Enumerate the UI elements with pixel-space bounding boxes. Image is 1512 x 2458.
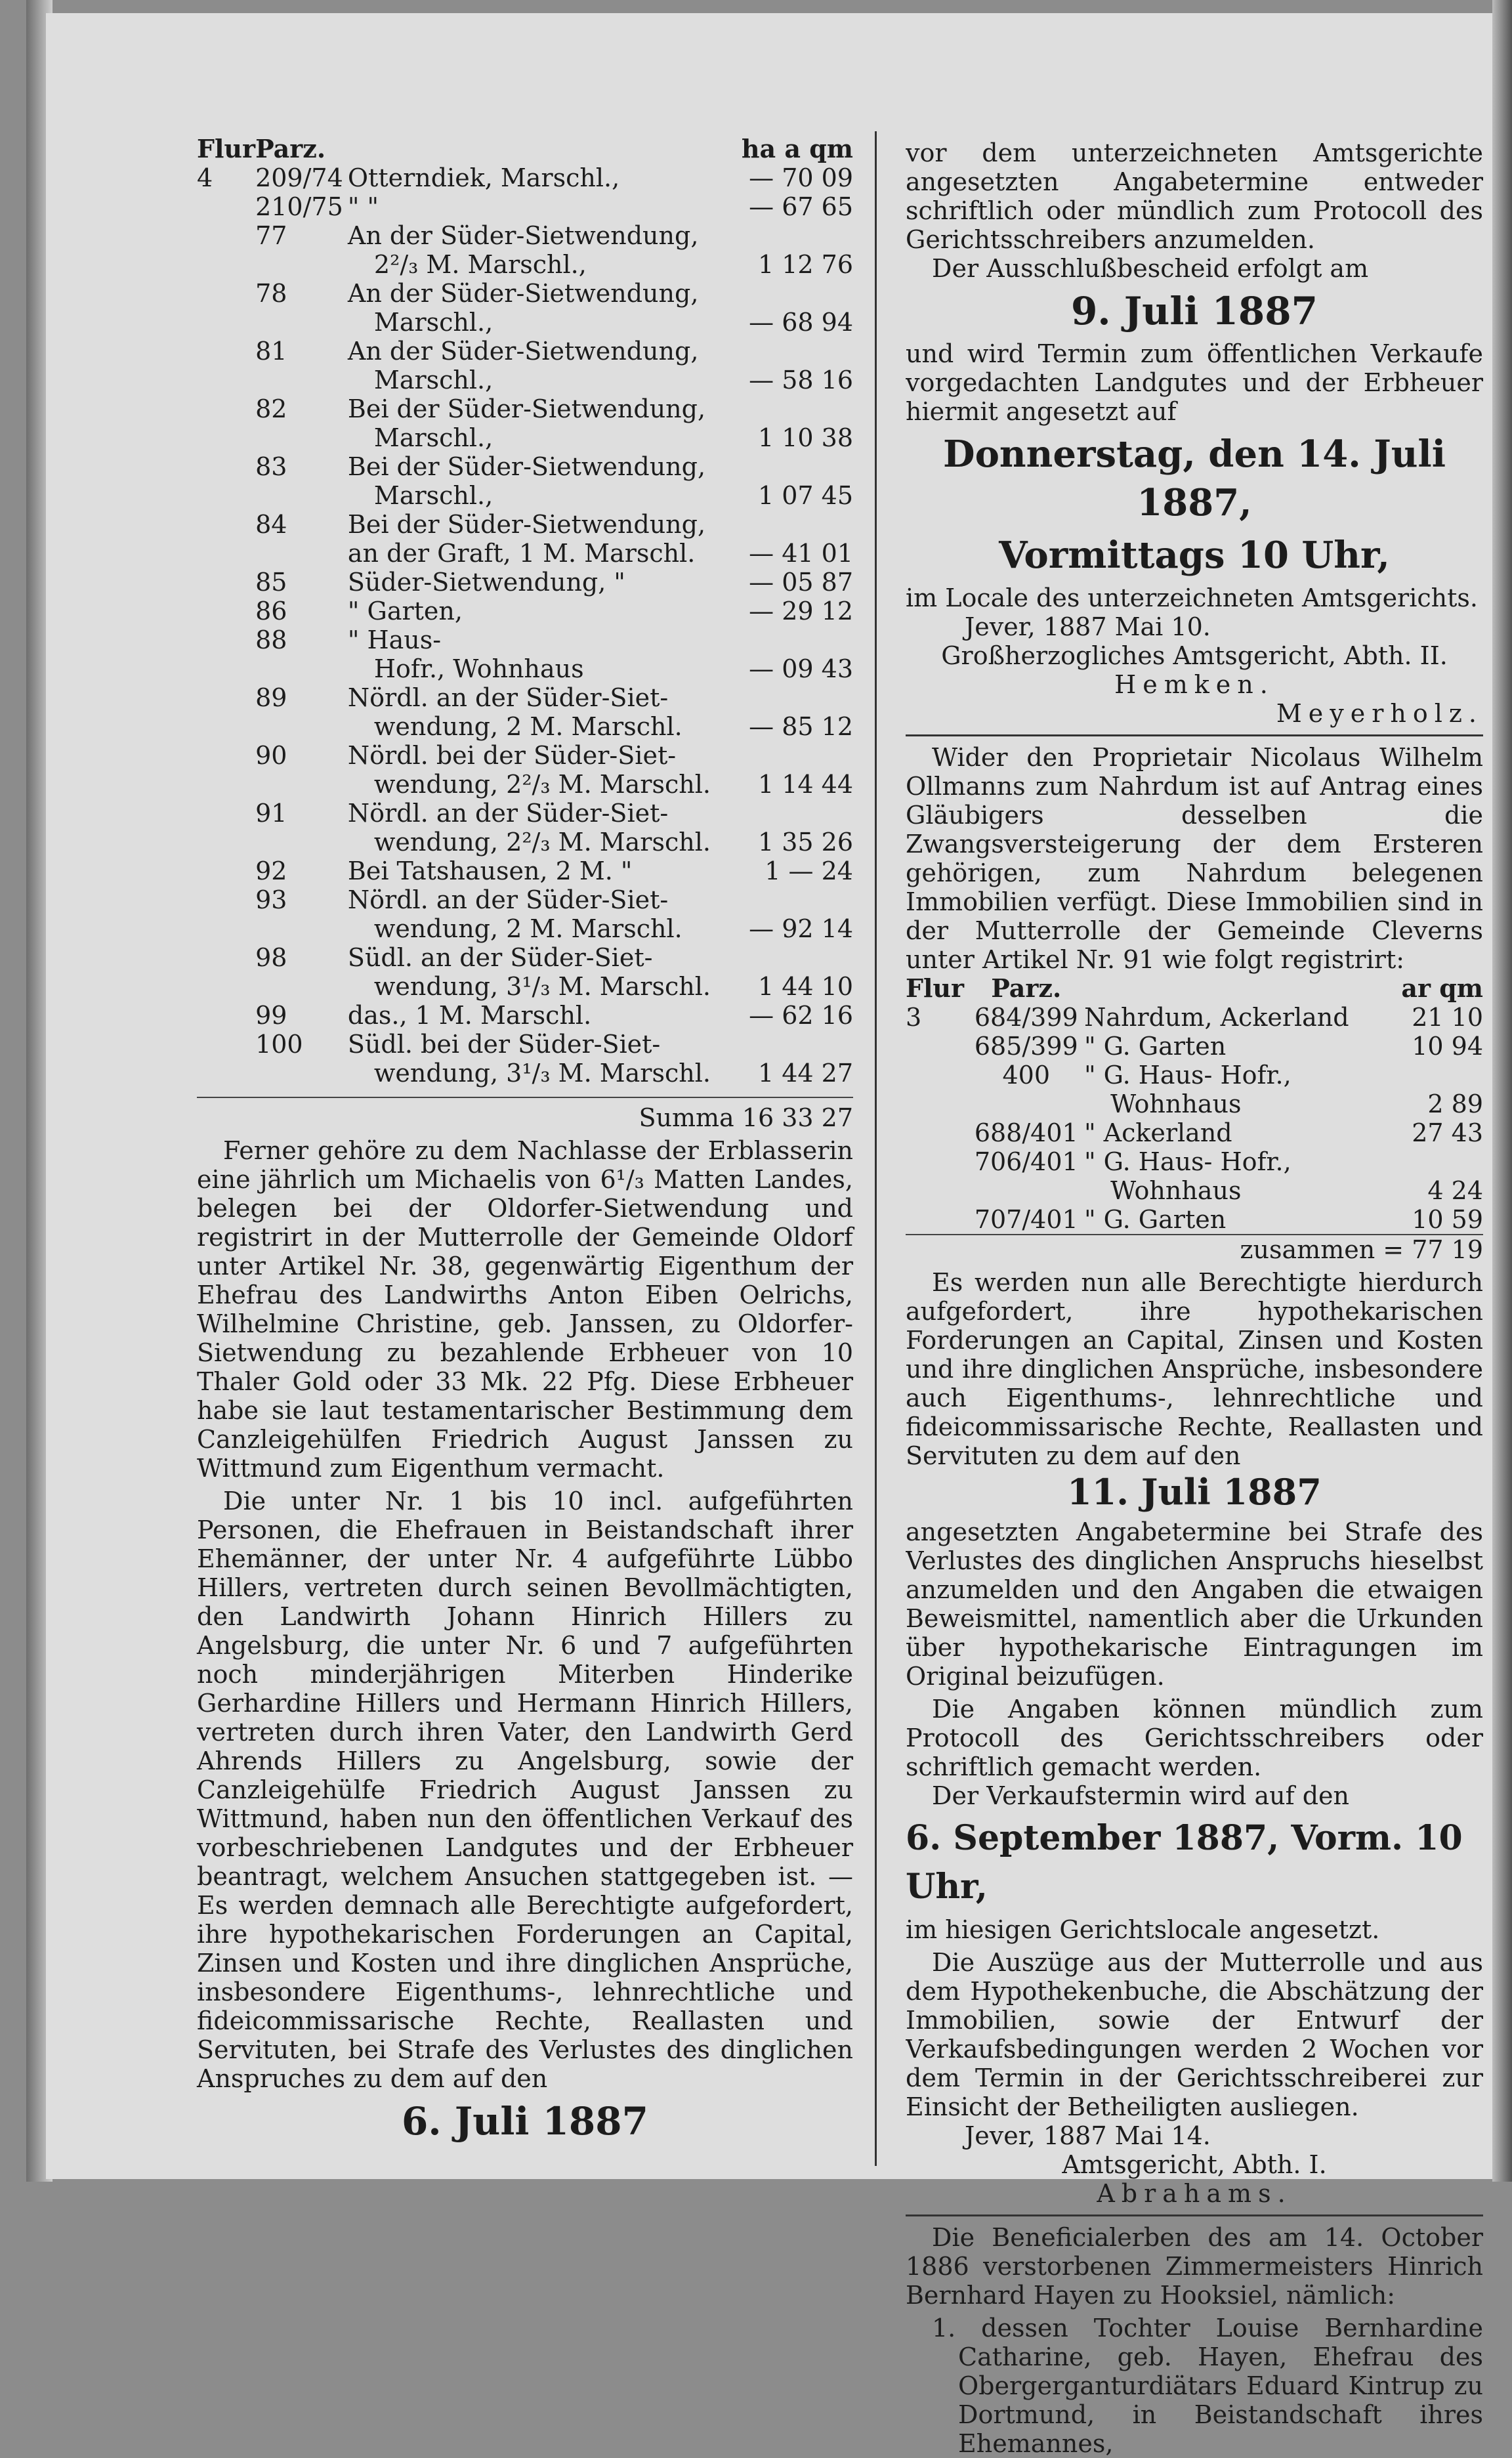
cell-desc: Otterndiek, Marschl., (347, 163, 620, 192)
cell-desc: wendung, 2 M. Marschl. (373, 712, 682, 741)
cell-desc: 2²/₃ M. Marschl., (373, 250, 587, 279)
signature-meyerholz: Meyerholz. (1276, 699, 1483, 728)
cell-desc: " G. Garten (1084, 1032, 1227, 1061)
table-row (197, 279, 853, 308)
summa-total: Summa 16 33 27 (197, 1097, 853, 1132)
cell-parz (255, 1059, 348, 1088)
cell-parz: 93 (255, 885, 287, 914)
cell-desc: " Haus- (347, 625, 442, 654)
cell-area (713, 885, 853, 914)
cell-desc: An der Süder-Sietwendung, (347, 337, 699, 366)
cell-parz: 83 (255, 452, 287, 481)
cell-flur (197, 741, 255, 770)
cell-parz: 209/74 (255, 163, 343, 192)
table-row (197, 1030, 853, 1059)
cell-area (713, 625, 853, 654)
date-juli-6: 6. Juli 1887 (401, 2099, 649, 2144)
cell-flur (197, 192, 255, 221)
date-september-6: 6. September 1887, Vorm. 10 Uhr, (906, 1818, 1463, 1907)
cell-flur (906, 1061, 968, 1090)
cell-area (713, 799, 853, 828)
cell-flur (197, 857, 255, 885)
cell-desc: " " (347, 192, 379, 221)
table-row (197, 308, 853, 337)
cell-desc: Marschl., (373, 423, 494, 452)
cell-flur (197, 337, 255, 366)
cell-desc: " G. Garten (1084, 1205, 1227, 1234)
cell-desc: Hofr., Wohnhaus (373, 654, 584, 683)
cell-desc: Wohnhaus (1110, 1176, 1242, 1205)
cell-area (1401, 1061, 1483, 1090)
cell-area (713, 452, 853, 481)
cell-flur (197, 654, 255, 683)
cell-desc: Marschl., (373, 308, 494, 337)
table-row (906, 1147, 1483, 1176)
section-divider-2 (906, 2214, 1483, 2216)
cell-flur (197, 1001, 255, 1030)
cell-parz: 98 (255, 943, 287, 972)
cell-parz: 92 (255, 857, 287, 885)
cell-area: 10 59 (1412, 1205, 1483, 1234)
signature-hemken: Hemken. (1114, 670, 1274, 699)
cell-parz (255, 308, 348, 337)
table-row (906, 1003, 1483, 1032)
table-row (906, 1176, 1483, 1205)
cell-flur (197, 943, 255, 972)
paragraph-angaben: Die Angaben können mündlich zum Protocoll des Gerichtsschreibers oder schriftlich gemacht werden. (906, 1695, 1483, 1781)
cell-area: 1 35 26 (757, 828, 853, 857)
cell-area: — 41 01 (749, 539, 853, 568)
table-row (197, 828, 853, 857)
page-edge (1492, 0, 1512, 2182)
line-jever-mai-14: Jever, 1887 Mai 14. (965, 2121, 1211, 2150)
cell-parz: 707/401 (974, 1205, 1078, 1234)
cell-parz (255, 770, 348, 799)
line-ausschlussbescheid: Der Ausschlußbescheid erfolgt am (932, 254, 1369, 283)
cell-flur (197, 481, 255, 510)
cell-desc: Nördl. an der Süder-Siet- (347, 799, 669, 828)
header-desc (348, 135, 713, 163)
cell-flur (906, 1118, 968, 1147)
cell-parz: 78 (255, 279, 287, 308)
cell-desc: Nördl. an der Süder-Siet- (347, 885, 669, 914)
cell-desc: Wohnhaus (1110, 1090, 1242, 1118)
cell-flur (197, 597, 255, 625)
parcel-table-2-header (906, 974, 1483, 1003)
paragraph-auszuege: Die Auszüge aus der Mutterrolle und aus dem Hypothekenbuche, die Abschätzung der Immobilien, sowie der Entwurf der Verkaufsbedingungen werden 2 Wochen vor dem Termin in der Gerichtsschreiberei zur Einsicht der Betheiligten ausliegen. (906, 1948, 1483, 2121)
paragraph-beneficialerben: Die Beneficialerben des am 14. October 1886 verstorbenen Zimmermeisters Hinrich Bernhard Hayen zu Hooksiel, nämlich: (906, 2223, 1483, 2310)
cell-parz: 84 (255, 510, 287, 539)
cell-parz: 684/399 (974, 1003, 1078, 1032)
line-amtsgericht-2: Großherzogliches Amtsgericht, Abth. II. (941, 641, 1448, 670)
header-desc-2 (1084, 974, 1401, 1003)
table-row (197, 712, 853, 741)
table-row (197, 192, 853, 221)
cell-desc: " Ackerland (1084, 1118, 1232, 1147)
cell-desc: Nördl. bei der Süder-Siet- (347, 741, 677, 770)
cell-flur (197, 423, 255, 452)
cell-flur (197, 250, 255, 279)
table-row (197, 741, 853, 770)
cell-area (713, 741, 853, 770)
table-row (197, 770, 853, 799)
cell-flur (197, 279, 255, 308)
right-column (906, 135, 1483, 2458)
cell-flur (906, 1090, 968, 1118)
table-row (197, 221, 853, 250)
table-row (197, 452, 853, 481)
table-row (906, 1205, 1483, 1234)
cell-parz (968, 1176, 1084, 1205)
cell-flur (906, 1176, 968, 1205)
cell-desc: das., 1 M. Marschl. (347, 1001, 592, 1030)
cell-desc: Südl. bei der Süder-Siet- (347, 1030, 661, 1059)
cell-flur (197, 539, 255, 568)
cell-area: 10 94 (1412, 1032, 1483, 1061)
cell-flur: 4 (197, 163, 213, 192)
header-flur-2: Flur (906, 973, 965, 1003)
cell-parz: 90 (255, 741, 287, 770)
table-row (197, 885, 853, 914)
cell-parz: 81 (255, 337, 287, 366)
cell-parz: 99 (255, 1001, 287, 1030)
cell-parz: 82 (255, 394, 287, 423)
cell-desc: wendung, 2 M. Marschl. (373, 914, 682, 943)
cell-flur (197, 394, 255, 423)
cell-area: — 05 87 (749, 568, 853, 597)
cell-desc: Marschl., (373, 481, 494, 510)
table-row (197, 914, 853, 943)
cell-parz (255, 654, 348, 683)
cell-parz: 210/75 (255, 192, 343, 221)
cell-flur (197, 366, 255, 394)
cell-flur (906, 1032, 968, 1061)
cell-flur (197, 770, 255, 799)
line-verkaufstermin: Der Verkaufstermin wird auf den (932, 1781, 1349, 1810)
table-row (197, 163, 853, 192)
table-row (197, 366, 853, 394)
cell-flur (197, 221, 255, 250)
column-divider (875, 131, 877, 2166)
cell-area: 2 89 (1427, 1090, 1483, 1118)
paragraph-berechtigte: Es werden nun alle Berechtigte hierdurch aufgefordert, ihre hypothekarischen Forderungen an Capital, Zinsen und Kosten und ihre dinglichen Ansprüche, insbesondere auch Eigenthums-, lehnrechtliche und fideicommissarische Rechte, Reallasten und Servituten zu dem auf den (906, 1268, 1483, 1470)
cell-area (713, 394, 853, 423)
parcel-table (197, 135, 853, 1088)
cell-area (1401, 1147, 1483, 1176)
cell-parz: 688/401 (974, 1118, 1078, 1147)
cell-desc: Süder-Sietwendung, " (347, 568, 625, 597)
table-row (197, 943, 853, 972)
cell-area: — 68 94 (749, 308, 853, 337)
cell-parz (255, 250, 348, 279)
table-row (906, 1061, 1483, 1090)
cell-flur (197, 712, 255, 741)
cell-parz (255, 539, 348, 568)
line-gerichtslocale: im hiesigen Gerichtslocale angesetzt. (906, 1915, 1380, 1944)
cell-area: — 67 65 (749, 192, 853, 221)
paragraph-angesetzten: angesetzten Angabetermine bei Strafe des Verlustes des dinglichen Anspruchs hieselbst anzumelden und den Angaben die etwaigen Beweismittel, namentlich aber die Urkunden über hypothekarische Eintragungen im Original beizufügen. (906, 1517, 1483, 1691)
cell-parz (255, 914, 348, 943)
cell-flur (197, 452, 255, 481)
cell-area: — 85 12 (749, 712, 853, 741)
cell-desc: Bei der Süder-Sietwendung, (347, 394, 706, 423)
signature-abrahams: Abrahams. (1097, 2179, 1292, 2208)
cell-area (713, 943, 853, 972)
cell-flur (197, 828, 255, 857)
cell-parz (255, 828, 348, 857)
cell-area: 1 44 27 (757, 1059, 853, 1088)
paragraph-verkauf: Die unter Nr. 1 bis 10 incl. aufgeführten Personen, die Ehefrauen in Beistandschaft ihrer Ehemänner, der unter Nr. 4 aufgeführte Lübbo Hillers, vertreten durch seinen Bevollmächtigten, den Landwirth Johann Hinrich Hillers zu Angelsburg, die unter Nr. 6 und 7 aufgeführten noch minderjährigen Miterben Hinderike Gerhardine Hillers und Hermann Hinrich Hillers, vertreten durch ihren Vater, den Landwirth Gerd Ahrends Hillers zu Angelsburg, sowie der Canzleigehülfe Friedrich August Janssen zu Wittmund, haben nun den öffentlichen Verkauf des vorbeschriebenen Landgutes und der Erbheuer beantragt, welchem Ansuchen stattgegeben ist. — Es werden demnach alle Berechtigte aufgefordert, ihre hypothekarischen Forderungen an Capital, Zinsen und Kosten und ihre dinglichen Ansprüche, insbesondere Eigenthums-, lehnrechtliche und fideicommissarische Rechte, Reallasten und Servituten, bei Strafe des Verlustes des dinglichen Anspruches zu dem auf den (197, 1487, 853, 2093)
cell-area: — 62 16 (749, 1001, 853, 1030)
cell-flur (197, 885, 255, 914)
cell-area: 1 14 44 (757, 770, 853, 799)
line-locale: im Locale des unterzeichneten Amtsgerichts. (906, 583, 1478, 612)
table-row (906, 1118, 1483, 1147)
cell-desc: " Garten, (347, 597, 463, 625)
table-row (197, 423, 853, 452)
table-row (197, 857, 853, 885)
table-row (197, 597, 853, 625)
cell-parz (968, 1090, 1084, 1118)
cell-area (713, 337, 853, 366)
paragraph-erbheuer: Ferner gehöre zu dem Nachlasse der Erblasserin eine jährlich um Michaelis von 6¹/₃ Matten Landes, belegen bei der Oldorfer-Sietwendung und registrirt in der Mutterrolle der Gemeinde Oldorf unter Artikel Nr. 38, gegenwärtig Eigenthum der Ehefrau des Landwirths Anton Eiben Oelrichs, Wilhelmine Christine, geb. Janssen, zu Oldorfer-Sietwendung zu bezahlende Erbheuer von 10 Thaler Gold oder 33 Mk. 22 Pfg. Diese Erbheuer habe sie laut testamentarischer Bestimmung dem Canzleigehülfen Friedrich August Janssen zu Wittmund zum Eigenthum vermacht. (197, 1136, 853, 1483)
table-row (197, 654, 853, 683)
cell-area: 4 24 (1427, 1176, 1483, 1205)
paragraph-verkaufstermin: und wird Termin zum öffentlichen Verkaufe vorgedachten Landgutes und der Erbheuer hiermit angesetzt auf (906, 339, 1483, 426)
cell-area: 21 10 (1412, 1003, 1483, 1032)
cell-area (713, 510, 853, 539)
cell-area: — 58 16 (749, 366, 853, 394)
cell-desc: wendung, 3¹/₃ M. Marschl. (373, 972, 711, 1001)
header-units: ha a qm (741, 134, 853, 163)
cell-parz: 685/399 (974, 1032, 1078, 1061)
cell-flur: 3 (906, 1003, 922, 1032)
paragraph-angabetermine: vor dem unterzeichneten Amtsgerichte angesetzten Angabetermine entweder schriftlich oder mündlich zum Protocoll des Gerichtsschreibers anzumelden. (906, 138, 1483, 254)
date-juli-11: 11. Juli 1887 (1067, 1471, 1322, 1513)
table-row (197, 683, 853, 712)
table-row (197, 250, 853, 279)
cell-parz: 400 (1002, 1061, 1051, 1090)
cell-flur (197, 914, 255, 943)
cell-parz (255, 423, 348, 452)
cell-parz: 91 (255, 799, 287, 828)
cell-desc: wendung, 2²/₃ M. Marschl. (373, 828, 711, 857)
cell-flur (197, 308, 255, 337)
parcel-table-2 (906, 974, 1483, 1234)
header-units-2: ar qm (1401, 973, 1483, 1003)
cell-parz: 85 (255, 568, 287, 597)
cell-desc: " G. Haus- Hofr., (1084, 1147, 1292, 1176)
cell-desc: wendung, 3¹/₃ M. Marschl. (373, 1059, 711, 1088)
cell-parz: 100 (255, 1030, 303, 1059)
parcel-rows-2 (906, 1003, 1483, 1234)
cell-desc: wendung, 2²/₃ M. Marschl. (373, 770, 711, 799)
header-flur: Flur (197, 134, 256, 163)
cell-area (713, 221, 853, 250)
cell-parz (255, 481, 348, 510)
cell-area (713, 279, 853, 308)
cell-area: 1 07 45 (757, 481, 853, 510)
table-row (906, 1032, 1483, 1061)
cell-parz: 706/401 (974, 1147, 1078, 1176)
table-row (197, 1001, 853, 1030)
cell-parz: 88 (255, 625, 287, 654)
cell-area: 1 12 76 (757, 250, 853, 279)
time-vormittags: Vormittags 10 Uhr, (999, 534, 1390, 577)
cell-area: — 70 09 (749, 163, 853, 192)
cell-area (713, 683, 853, 712)
paragraph-zwangsversteigerung: Wider den Proprietair Nicolaus Wilhelm Ollmanns zum Nahrdum ist auf Antrag eines Gläubigers desselben die Zwangsversteigerung der dem Ersteren gehörigen, zum Nahrdum belegenen Immobilien verfügt. Diese Immobilien sind in der Mutterrolle der Gemeinde Cleverns unter Artikel Nr. 91 wie folgt registrirt: (906, 743, 1483, 974)
cell-parz (255, 972, 348, 1001)
cell-flur (906, 1147, 968, 1176)
table-row (197, 625, 853, 654)
cell-desc: " G. Haus- Hofr., (1084, 1061, 1292, 1090)
cell-area: — 29 12 (749, 597, 853, 625)
cell-flur (197, 568, 255, 597)
cell-parz (255, 712, 348, 741)
list-item-1: 1. dessen Tochter Louise Bernhardine Catharine, geb. Hayen, Ehefrau des Obergerganturdiätars Eduard Kintrup zu Dortmund, in Beistandschaft ihres Ehemannes, (932, 2314, 1483, 2458)
table-row (197, 799, 853, 828)
table-row (197, 481, 853, 510)
table-row (197, 539, 853, 568)
zusammen-total: zusammen = 77 19 (906, 1234, 1483, 1264)
table-row (906, 1090, 1483, 1118)
cell-flur (197, 799, 255, 828)
parcel-table-header (197, 135, 853, 163)
cell-desc: Nördl. an der Süder-Siet- (347, 683, 669, 712)
cell-flur (197, 1030, 255, 1059)
cell-area: — 09 43 (749, 654, 853, 683)
cell-desc: Bei der Süder-Sietwendung, (347, 452, 706, 481)
cell-desc: An der Süder-Sietwendung, (347, 221, 699, 250)
table-row (197, 510, 853, 539)
cell-parz (255, 366, 348, 394)
header-parz: Parz. (255, 134, 326, 163)
table-row (197, 568, 853, 597)
table-row (197, 972, 853, 1001)
cell-parz: 86 (255, 597, 287, 625)
cell-desc: Südl. an der Süder-Siet- (347, 943, 653, 972)
cell-flur (197, 972, 255, 1001)
cell-parz: 89 (255, 683, 287, 712)
date-juli-9: 9. Juli 1887 (1070, 289, 1318, 333)
header-parz-2: Parz. (991, 973, 1062, 1003)
table-row (197, 337, 853, 366)
cell-desc: Nahrdum, Ackerland (1084, 1003, 1349, 1032)
cell-area: 1 44 10 (757, 972, 853, 1001)
left-column (197, 135, 853, 2150)
cell-flur (197, 510, 255, 539)
cell-area: 1 — 24 (765, 857, 853, 885)
date-donnerstag: Donnerstag, den 14. Juli 1887, (943, 433, 1446, 524)
cell-desc: Bei Tatshausen, 2 M. " (347, 857, 633, 885)
cell-desc: an der Graft, 1 M. Marschl. (347, 539, 696, 568)
cell-flur (197, 683, 255, 712)
section-divider (906, 734, 1483, 736)
cell-area: — 92 14 (749, 914, 853, 943)
cell-flur (197, 1059, 255, 1088)
table-row (197, 394, 853, 423)
table-row (197, 1059, 853, 1088)
parcel-rows (197, 163, 853, 1088)
cell-flur (906, 1205, 968, 1234)
line-amtsgericht-1: Amtsgericht, Abth. I. (1062, 2150, 1327, 2179)
cell-area: 27 43 (1412, 1118, 1483, 1147)
cell-desc: Bei der Süder-Sietwendung, (347, 510, 706, 539)
cell-area: 1 10 38 (757, 423, 853, 452)
line-jever-mai-10: Jever, 1887 Mai 10. (965, 612, 1211, 641)
cell-desc: An der Süder-Sietwendung, (347, 279, 699, 308)
cell-area (713, 1030, 853, 1059)
cell-desc: Marschl., (373, 366, 494, 394)
cell-parz: 77 (255, 221, 287, 250)
cell-flur (197, 625, 255, 654)
